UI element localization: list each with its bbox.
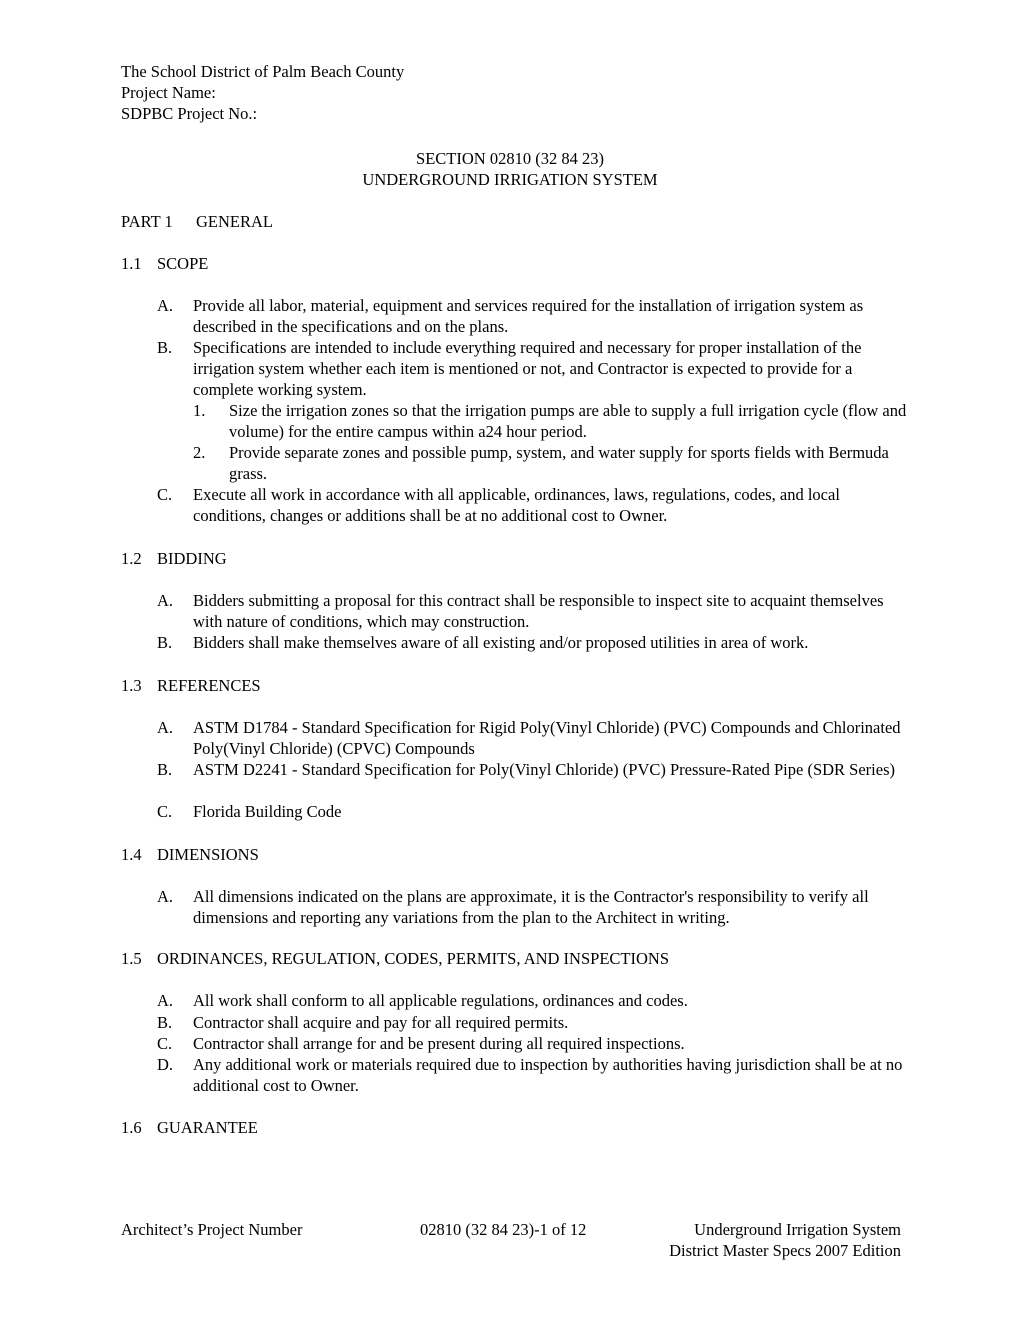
page-header	[121, 61, 404, 124]
part-number: PART 1	[121, 212, 173, 231]
item-text: ASTM D1784 - Standard Specification for Rigid Poly(Vinyl Chloride) (PVC) Compounds and Chlorinated Poly(Vinyl Chloride) (CPVC) Compounds	[193, 718, 901, 758]
sub-list-item	[193, 400, 907, 442]
item-text: Bidders shall make themselves aware of all existing and/or proposed utilities in area of work.	[193, 633, 809, 652]
item-label: B.	[157, 760, 173, 779]
item-label: C.	[157, 1034, 173, 1053]
list-item	[157, 484, 907, 526]
item-label: B.	[157, 1013, 173, 1032]
item-text: Contractor shall arrange for and be present during all required inspections.	[193, 1034, 685, 1053]
section-number: SECTION 02810 (32 84 23)	[416, 149, 604, 168]
list-item	[157, 590, 907, 632]
section-heading-title: ORDINANCES, REGULATION, CODES, PERMITS, AND INSPECTIONS	[157, 949, 669, 968]
section-heading-references	[121, 675, 261, 696]
part-title: GENERAL	[196, 212, 273, 231]
list-item	[157, 717, 907, 759]
item-text: All work shall conform to all applicable regulations, ordinances and codes.	[193, 991, 688, 1010]
section-heading-ordinances	[121, 948, 669, 969]
item-text: Execute all work in accordance with all applicable, ordinances, laws, regulations, codes, and local conditions, changes or additions shall be at no additional cost to Owner.	[193, 485, 840, 525]
section-name: UNDERGROUND IRRIGATION SYSTEM	[362, 170, 658, 189]
item-text: Size the irrigation zones so that the irrigation pumps are able to supply a full irrigation cycle (flow and volume) for the entire campus within a24 hour period.	[229, 401, 907, 441]
item-text: Contractor shall acquire and pay for all required permits.	[193, 1013, 569, 1032]
section-num: 1.6	[121, 1118, 142, 1137]
footer-page-number: 02810 (32 84 23)-1 of 12	[420, 1220, 587, 1239]
section-heading-scope	[121, 253, 208, 274]
section-heading-title: GUARANTEE	[157, 1118, 258, 1137]
section-num: 1.1	[121, 254, 142, 273]
item-label: A.	[157, 591, 174, 610]
section-num: 1.4	[121, 845, 142, 864]
item-text: All dimensions indicated on the plans are approximate, it is the Contractor's responsibility to verify all dimensions and reporting any variations from the plan to the Architect in writing.	[193, 887, 869, 927]
item-text: Provide all labor, material, equipment and services required for the installation of irrigation system as described in the specifications and on the plans.	[193, 296, 864, 336]
footer-edition: District Master Specs 2007 Edition	[669, 1241, 901, 1260]
item-label: A.	[157, 991, 174, 1010]
section-heading-title: DIMENSIONS	[157, 845, 259, 864]
item-label: B.	[157, 338, 173, 357]
list-item	[157, 886, 907, 928]
item-label: A.	[157, 718, 174, 737]
section-num: 1.2	[121, 549, 142, 568]
item-label: A.	[157, 296, 174, 315]
item-text: Any additional work or materials required due to inspection by authorities having jurisdiction shall be at no additional cost to Owner.	[193, 1055, 903, 1095]
item-text: Provide separate zones and possible pump, system, and water supply for sports fields with Bermuda grass.	[229, 443, 889, 483]
list-item	[157, 990, 907, 1011]
item-label: C.	[157, 802, 173, 821]
item-text: Bidders submitting a proposal for this contract shall be responsible to inspect site to acquaint themselves with nature of conditions, which may construction.	[193, 591, 884, 631]
section-heading-title: BIDDING	[157, 549, 227, 568]
page-footer	[121, 1219, 901, 1261]
section-heading-guarantee	[121, 1117, 258, 1138]
item-label: C.	[157, 485, 173, 504]
item-label: A.	[157, 887, 174, 906]
list-item	[157, 337, 907, 400]
sub-list-item	[193, 442, 907, 484]
district-name: The School District of Palm Beach County	[121, 62, 405, 81]
item-text: Specifications are intended to include everything required and necessary for proper installation of the irrigation system whether each item is mentioned or not, and Contractor is expected to provide for a complete working system.	[193, 338, 862, 399]
list-item	[157, 1033, 907, 1054]
part-heading	[121, 211, 273, 232]
list-item	[157, 632, 907, 653]
project-name-label: Project Name:	[121, 83, 216, 102]
item-label: 2.	[193, 443, 206, 462]
list-item	[157, 295, 907, 337]
section-heading-bidding	[121, 548, 227, 569]
section-num: 1.3	[121, 676, 142, 695]
item-text: ASTM D2241 - Standard Specification for Poly(Vinyl Chloride) (PVC) Pressure-Rated Pipe (SDR Series)	[193, 760, 895, 779]
section-heading-dimensions	[121, 844, 259, 865]
section-num: 1.5	[121, 949, 142, 968]
item-label: B.	[157, 633, 173, 652]
item-text: Florida Building Code	[193, 802, 342, 821]
item-label: 1.	[193, 401, 206, 420]
section-heading-title: SCOPE	[157, 254, 209, 273]
list-item	[157, 1012, 907, 1033]
footer-section-name: Underground Irrigation System	[694, 1220, 901, 1239]
project-number-label: SDPBC Project No.:	[121, 104, 258, 123]
list-item	[157, 759, 907, 780]
item-label: D.	[157, 1055, 174, 1074]
footer-architect-number: Architect’s Project Number	[121, 1220, 303, 1239]
list-item	[157, 1054, 907, 1096]
section-heading-title: REFERENCES	[157, 676, 261, 695]
section-title	[0, 148, 1020, 190]
list-item	[157, 801, 907, 822]
